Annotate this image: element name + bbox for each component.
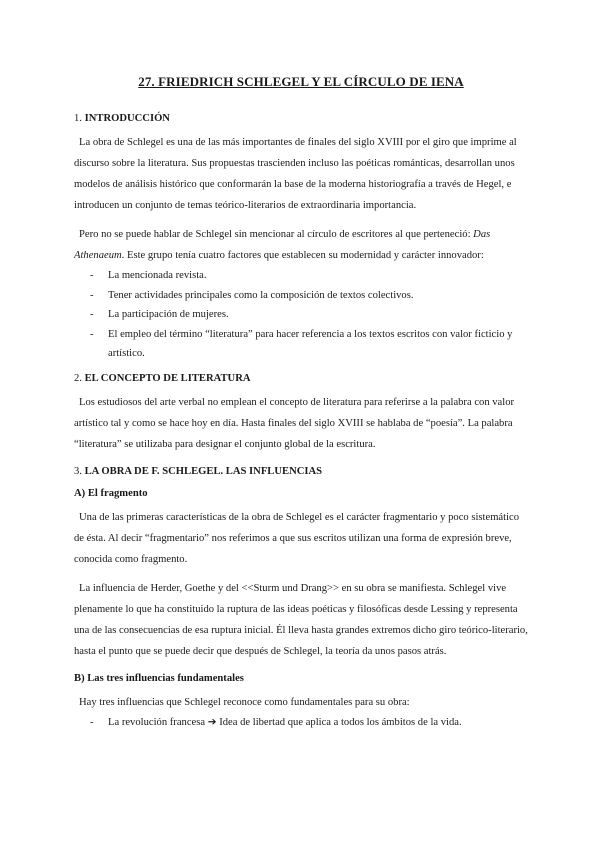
subsection-heading [74, 485, 528, 502]
subsection-heading [74, 670, 528, 687]
section-number: 2. [74, 372, 82, 384]
italic-title: Das Athenaeum [74, 229, 491, 261]
section-number: 3. [74, 465, 82, 477]
section-title: INTRODUCCIÓN [84, 113, 170, 124]
list-item: - La mencionada revista. [90, 266, 528, 286]
paragraph: La obra de Schlegel es una de las más importantes de finales del siglo XVIII por el giro que imprime al discurso sobre la literatura. Sus propuestas trascienden incluso las poéticas románticas, desarrollan unos modelos de análisis histórico que conformarán la base de la moderna historiografía a través de Hegel, e introducen un conjunto de temas teórico-literarios de extraordinaria importancia. [74, 137, 517, 211]
bullet-list [74, 266, 528, 364]
paragraph [74, 224, 528, 266]
subsection-title: A) El fragmento [74, 487, 148, 499]
paragraph: Una de las primeras características de la obra de Schlegel es el carácter fragmentario y poco sistemático de ésta. Al decir “fragmentario” nos referimos a que sus escritos utilizan una forma de expresión breve, conocida como fragmento. [74, 511, 520, 565]
text-run: . Este grupo tenía cuatro factores que establecen su modernidad y carácter innovador: [121, 250, 484, 261]
text-run: Pero no se puede hablar de Schlegel sin mencionar al círculo de escritores al que perteneció: [79, 229, 474, 240]
list-item: - Tener actividades principales como la composición de textos colectivos. [90, 286, 528, 306]
bullet-list [74, 713, 528, 733]
section-2-heading [74, 370, 528, 387]
section-1-heading [74, 110, 528, 127]
paragraph: La influencia de Herder, Goethe y del <<Sturm und Drang>> en su obra se manifiesta. Schlegel vive plenamente lo que ha constituido la ruptura de las ideas poéticas y filosóficas desde Lessing y representa una de las consecuencias de esa ruptura inicial. Él lleva hasta grandes extremos dicho giro teórico-literario, hasta el punto que se puede decir que después de Schlegel, la teoría da unos pasos atrás. [74, 582, 528, 657]
paragraph: Los estudiosos del arte verbal no emplean el concepto de literatura para referirse a la palabra con valor artístico tal y como se hace hoy en día. Hasta finales del siglo XVIII se hablaba de “poesía”. La palabra “literatura” se utilizaba para designar el conjunto global de la escritura. [74, 396, 515, 450]
section-title: EL CONCEPTO DE LITERATURA [84, 372, 251, 384]
list-item: - El empleo del término “literatura” para hacer referencia a los textos escritos con valor ficticio y artístico. [90, 325, 528, 364]
list-item: - La revolución francesa ➔ Idea de libertad que aplica a todos los ámbitos de la vida. [90, 713, 528, 733]
section-number: 1. [74, 113, 82, 124]
section-3-heading [74, 463, 528, 480]
section-title: LA OBRA DE F. SCHLEGEL. LAS INFLUENCIAS [84, 465, 323, 477]
page-title: 27. FRIEDRICH SCHLEGEL Y EL CÍRCULO DE IENA [138, 74, 464, 89]
paragraph: Hay tres influencias que Schlegel reconoce como fundamentales para su obra: [79, 696, 410, 708]
subsection-title: B) Las tres influencias fundamentales [74, 672, 244, 684]
list-item: - La participación de mujeres. [90, 305, 528, 325]
